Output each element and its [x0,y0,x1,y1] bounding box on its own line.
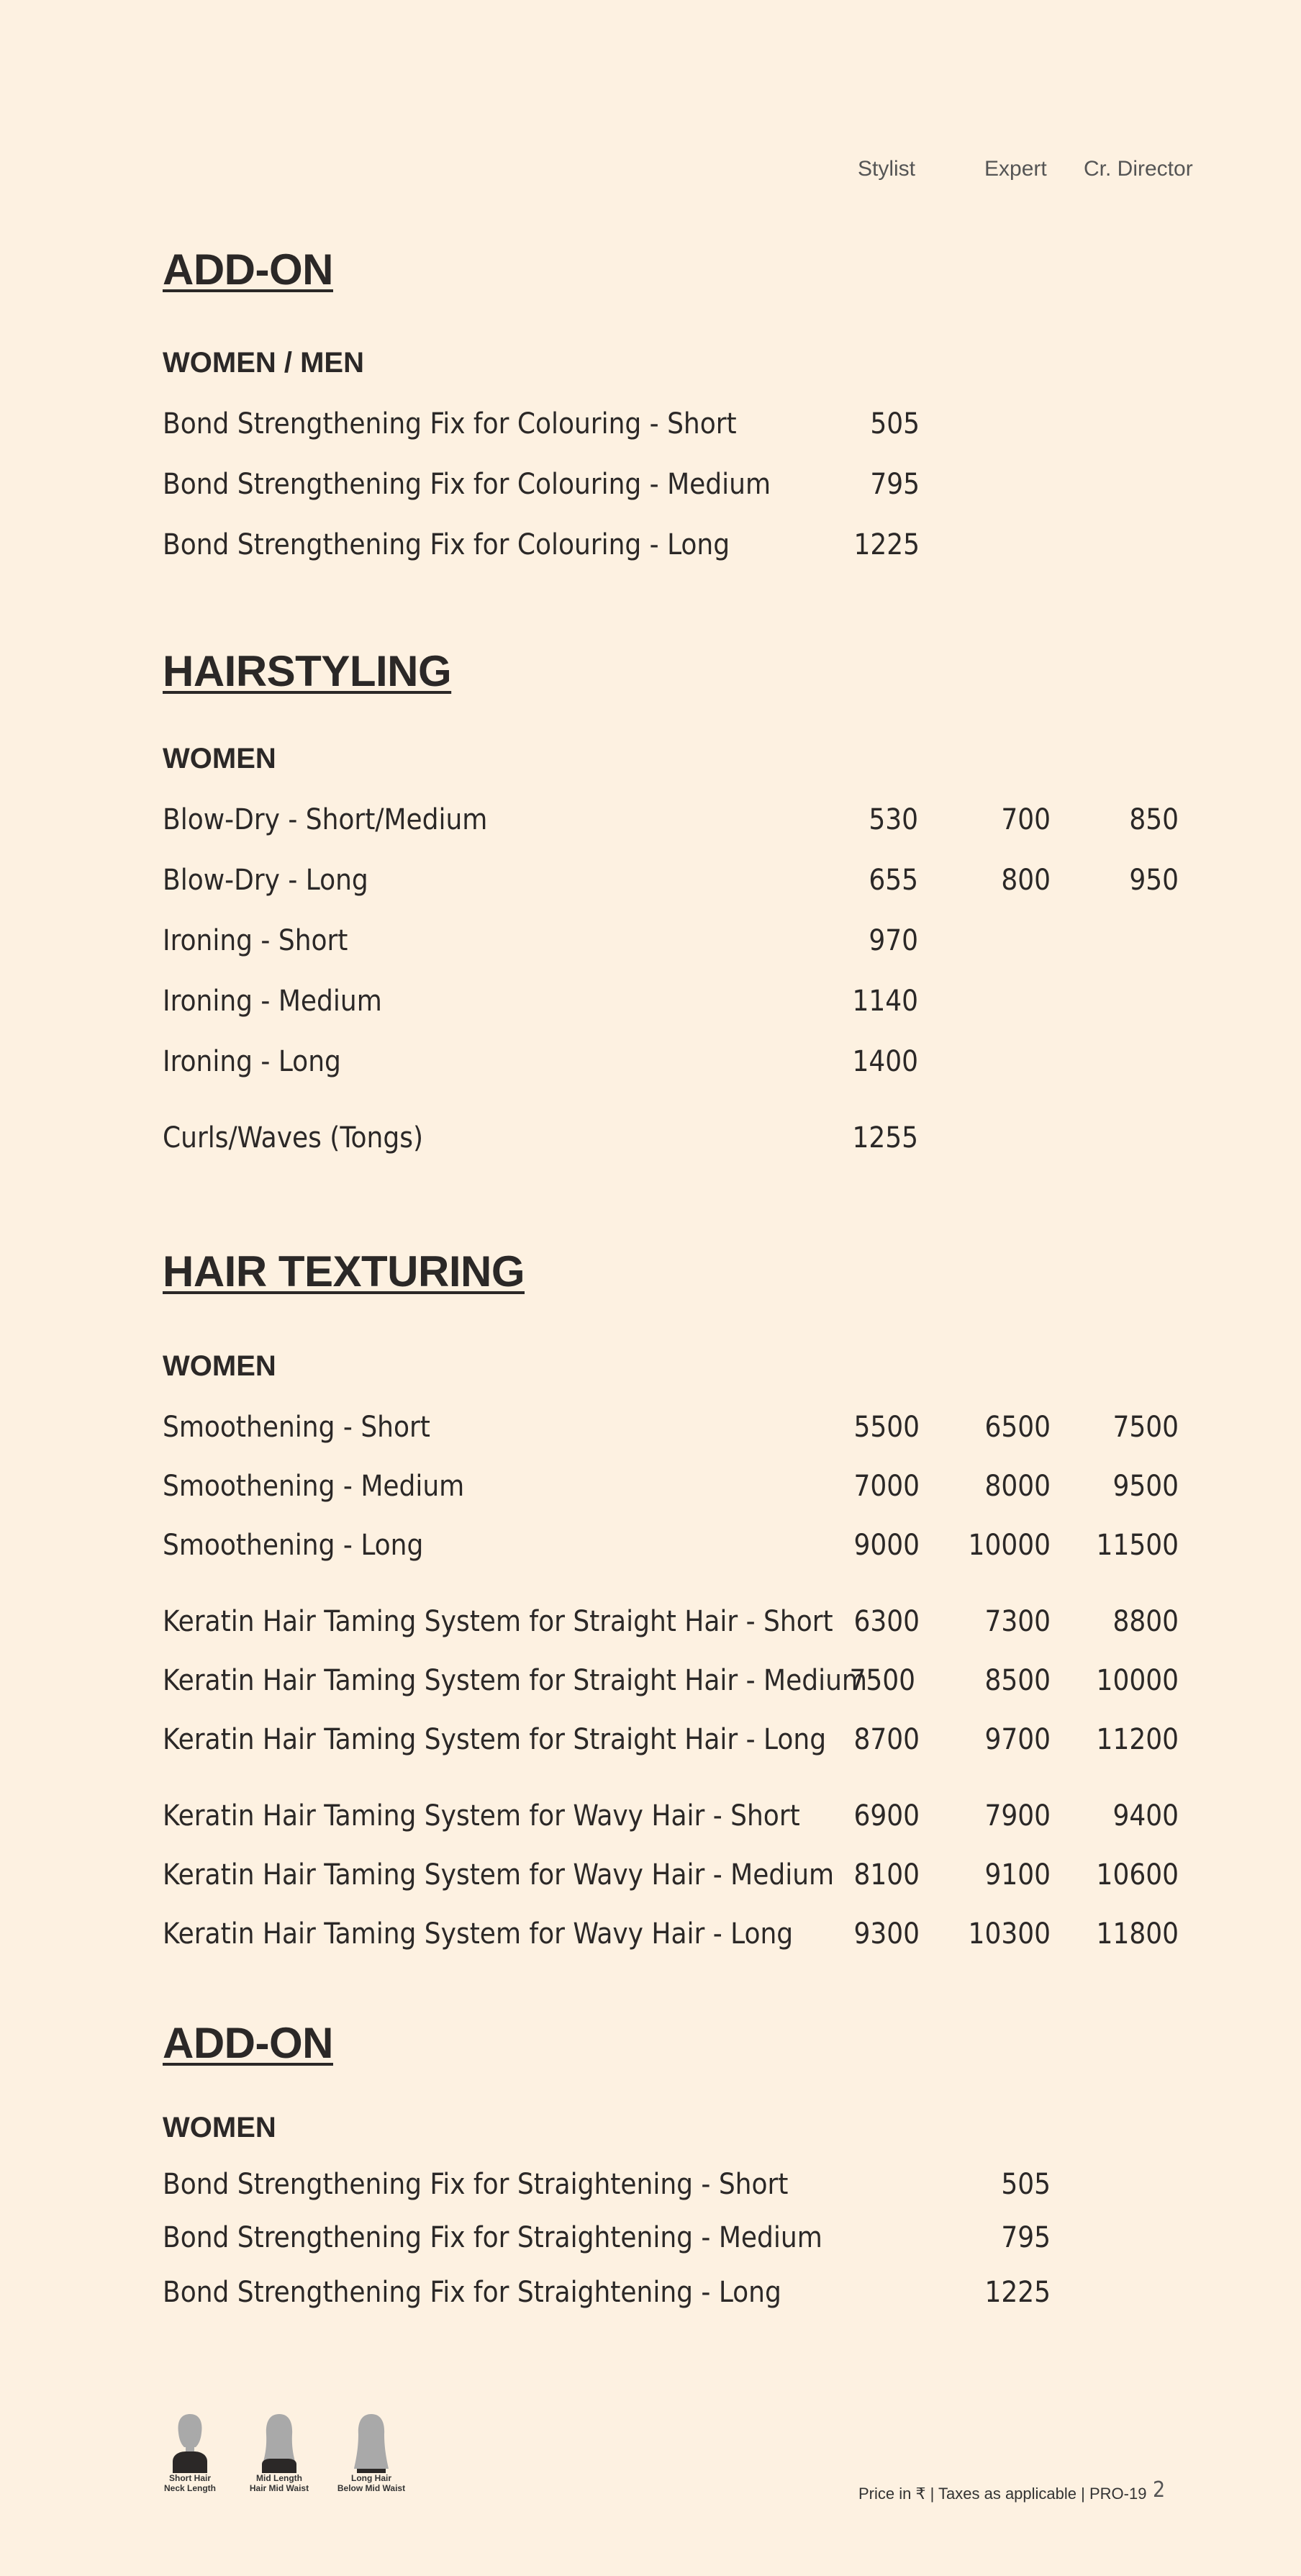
hair-guide-mid-length [236,2411,322,2493]
long-hair-icon [348,2411,394,2473]
price-expert: 6500 [984,1411,1051,1444]
price-stylist: 1225 [853,528,920,561]
service-name: Smoothening - Long [163,1529,424,1562]
price-expert: 800 [1001,864,1051,897]
price-expert: 7300 [984,1605,1051,1638]
section-title-hair-texturing: HAIR TEXTURING [163,1247,525,1296]
price-cr-director: 9400 [1112,1799,1179,1832]
price-expert: 795 [1001,2221,1051,2254]
service-name: Curls/Waves (Tongs) [163,1121,423,1154]
service-name: Keratin Hair Taming System for Straight Hair - Medium [163,1664,867,1697]
service-name: Keratin Hair Taming System for Wavy Hair - Medium [163,1858,835,1892]
price-stylist: 1255 [852,1121,918,1154]
price-cr-director: 9500 [1112,1470,1179,1503]
section-subtitle: WOMEN / MEN [163,347,364,379]
service-name: Bond Strengthening Fix for Colouring - Long [163,528,730,561]
price-stylist: 8100 [853,1858,920,1892]
price-cr-director: 11200 [1096,1723,1179,1756]
service-name: Bond Strengthening Fix for Colouring - Short [163,407,737,440]
section-subtitle: WOMEN [163,1350,276,1382]
service-name: Ironing - Long [163,1045,341,1078]
hair-guide-label: Short Hair Neck Length [163,2473,216,2493]
price-cr-director: 10000 [1096,1664,1179,1697]
price-stylist: 1400 [852,1045,918,1078]
price-expert: 7900 [984,1799,1051,1832]
service-name: Keratin Hair Taming System for Straight Hair - Long [163,1723,827,1756]
price-expert: 1225 [984,2276,1051,2309]
service-name: Smoothening - Medium [163,1470,465,1503]
service-name: Bond Strengthening Fix for Straightening - Short [163,2168,789,2201]
price-expert: 9700 [984,1723,1051,1756]
price-stylist: 5500 [853,1411,920,1444]
price-expert: 700 [1001,803,1051,836]
price-cr-director: 850 [1129,803,1179,836]
service-name: Ironing - Medium [163,985,382,1018]
hair-guide-long [328,2411,414,2493]
service-name: Keratin Hair Taming System for Straight Hair - Short [163,1605,833,1638]
price-stylist: 970 [869,924,918,957]
price-cr-director: 950 [1129,864,1179,897]
price-cr-director: 7500 [1112,1411,1179,1444]
short-hair-icon [167,2411,213,2473]
price-stylist: 505 [870,407,920,440]
price-stylist: 8700 [853,1723,920,1756]
price-stylist: 6300 [853,1605,920,1638]
price-stylist: 6900 [853,1799,920,1832]
hair-guide-label: Long Hair Below Mid Waist [337,2473,406,2493]
hair-guide-short [147,2411,233,2493]
price-stylist: 9300 [853,1917,920,1951]
service-name: Bond Strengthening Fix for Straightening - Long [163,2276,781,2309]
page-number: 2 [1153,2477,1166,2503]
price-stylist: 9000 [853,1529,920,1562]
price-cr-director: 11800 [1096,1917,1179,1951]
section-subtitle: WOMEN [163,743,276,774]
column-header-stylist: Stylist [858,157,916,181]
price-cr-director: 10600 [1096,1858,1179,1892]
price-cr-director: 11500 [1096,1529,1179,1562]
service-name: Keratin Hair Taming System for Wavy Hair - Short [163,1799,800,1832]
service-name: Blow-Dry - Long [163,864,368,897]
service-name: Blow-Dry - Short/Medium [163,803,488,836]
price-stylist: 7500 [849,1664,915,1697]
price-stylist: 7000 [853,1470,920,1503]
service-name: Ironing - Short [163,924,348,957]
price-expert: 9100 [984,1858,1051,1892]
price-expert: 8500 [984,1664,1051,1697]
price-expert: 505 [1001,2168,1051,2201]
price-stylist: 655 [869,864,918,897]
service-name: Bond Strengthening Fix for Straightening - Medium [163,2221,822,2254]
price-expert: 8000 [984,1470,1051,1503]
mid-length-hair-icon [256,2411,302,2473]
hair-guide-label: Mid Length Hair Mid Waist [249,2473,309,2493]
column-header-cr-director: Cr. Director [1084,157,1193,181]
price-expert: 10300 [968,1917,1051,1951]
column-header-expert: Expert [984,157,1047,181]
price-stylist: 795 [870,468,920,501]
price-stylist: 530 [869,803,918,836]
section-title-add-on: ADD-ON [163,2019,333,2067]
price-cr-director: 8800 [1112,1605,1179,1638]
section-title-add-on: ADD-ON [163,245,333,294]
service-name: Smoothening - Short [163,1411,430,1444]
service-name: Bond Strengthening Fix for Colouring - Medium [163,468,771,501]
price-expert: 10000 [968,1529,1051,1562]
section-subtitle: WOMEN [163,2112,276,2143]
price-stylist: 1140 [852,985,918,1018]
section-title-hairstyling: HAIRSTYLING [163,647,452,695]
service-name: Keratin Hair Taming System for Wavy Hair - Long [163,1917,794,1951]
footer-price-note: Price in ₹ | Taxes as applicable | PRO-19 [858,2485,1147,2503]
